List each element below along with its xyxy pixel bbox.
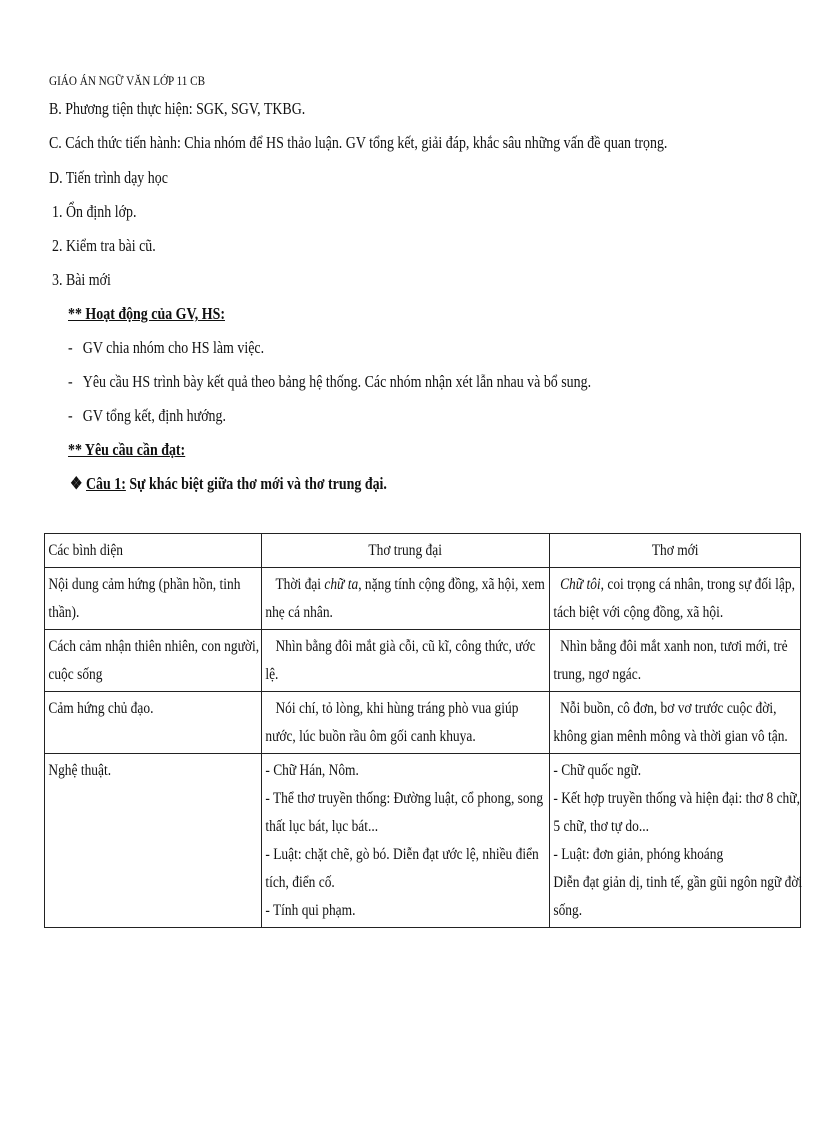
- dash-bullet: -: [68, 406, 73, 425]
- diamond-bullet-icon: ❖: [70, 474, 83, 493]
- list-item: - Chữ Hán, Nôm.: [265, 762, 360, 779]
- line-c: C. Cách thức tiến hành: Chia nhóm để HS thảo luận. GV tổng kết, giải đáp, khắc sâu những vấn đề quan trọng.: [49, 133, 668, 152]
- row-aspect-cell: Cảm hứng chủ đạo.: [45, 692, 262, 754]
- row-medieval-cell: [262, 754, 549, 928]
- table-header-row: [45, 534, 801, 568]
- question-1-text: Sự khác biệt giữa thơ mới và thơ trung đại.: [125, 474, 387, 493]
- list-item: - Chữ quốc ngữ.: [553, 762, 641, 779]
- row-aspect-cell: Cách cảm nhận thiên nhiên, con người, cuộc sống: [45, 630, 262, 692]
- activity-item-1: [68, 338, 264, 358]
- list-item: - Luật: đơn giản, phóng khoáng: [553, 846, 723, 863]
- header-cell-medieval: Thơ trung đại: [262, 534, 549, 568]
- row-new-poetry-cell: [549, 754, 800, 928]
- row-medieval-cell: Thời đại chữ ta, nặng tính cộng đồng, xã hội, xem nhẹ cá nhân.: [262, 568, 549, 630]
- list-item: - Tính qui phạm.: [265, 902, 356, 919]
- comparison-table: [44, 533, 801, 928]
- table-row: [45, 754, 801, 928]
- dash-bullet: -: [68, 372, 73, 391]
- row-aspect-cell: Nội dung cảm hứng (phần hồn, tinh thần).: [45, 568, 262, 630]
- activity-item-2: [68, 372, 591, 392]
- row-new-poetry-cell: Nỗi buồn, cô đơn, bơ vơ trước cuộc đời, không gian mênh mông và thời gian vô tận.: [549, 692, 800, 754]
- table-row: [45, 692, 801, 754]
- row-medieval-cell: Nhìn bằng đôi mắt già cỗi, cũ kĩ, công thức, ước lệ.: [262, 630, 549, 692]
- row-medieval-cell: Nói chí, tỏ lòng, khi hùng tráng phò vua giúp nước, lúc buồn rầu ôm gối canh khuya.: [262, 692, 549, 754]
- line-d: D. Tiến trình dạy học: [49, 168, 168, 187]
- table-row: [45, 568, 801, 630]
- header-cell-aspect: Các bình diện: [45, 534, 262, 568]
- activity-item-2-text: Yêu cầu HS trình bày kết quả theo bảng hệ thống. Các nhóm nhận xét lẫn nhau và bổ sung.: [82, 372, 592, 391]
- document-header: GIÁO ÁN NGỮ VĂN LỚP 11 CB: [49, 73, 206, 88]
- list-item: - Luật: chặt chẽ, gò bó. Diễn đạt ước lệ, nhiều điển tích, điển cố.: [265, 846, 540, 891]
- question-1-label: Câu 1:: [85, 474, 126, 493]
- row-aspect-cell: Nghệ thuật.: [45, 754, 262, 928]
- list-item: - Thể thơ truyền thống: Đường luật, cổ phong, song thất lục bát, lục bát...: [265, 790, 544, 835]
- step-3: 3. Bài mới: [52, 270, 111, 289]
- step-2: 2. Kiểm tra bài cũ.: [52, 236, 156, 255]
- line-b: B. Phương tiện thực hiện: SGK, SGV, TKBG.: [49, 99, 306, 118]
- list-item: - Kết hợp truyền thống và hiện đại: thơ 8 chữ, 5 chữ, thơ tự do...: [553, 790, 800, 835]
- activity-item-3-text: GV tổng kết, định hướng.: [82, 406, 226, 425]
- table-row: [45, 630, 801, 692]
- row-new-poetry-cell: Chữ tôi, coi trọng cá nhân, trong sự đối lập, tách biệt với cộng đồng, xã hội.: [549, 568, 800, 630]
- activity-item-1-text: GV chia nhóm cho HS làm việc.: [82, 338, 265, 357]
- header-cell-new-poetry: Thơ mới: [549, 534, 800, 568]
- activity-item-3: [68, 406, 226, 426]
- step-1: 1. Ổn định lớp.: [52, 202, 137, 221]
- activity-title: ** Hoạt động của GV, HS:: [68, 304, 225, 323]
- requirements-title: ** Yêu cầu cần đạt:: [68, 440, 186, 459]
- list-item: Diễn đạt giản dị, tinh tế, gần gũi ngôn ngữ đời sống.: [553, 874, 802, 919]
- question-1: [70, 474, 387, 494]
- dash-bullet: -: [68, 338, 73, 357]
- row-new-poetry-cell: Nhìn bằng đôi mắt xanh non, tươi mới, trẻ trung, ngơ ngác.: [549, 630, 800, 692]
